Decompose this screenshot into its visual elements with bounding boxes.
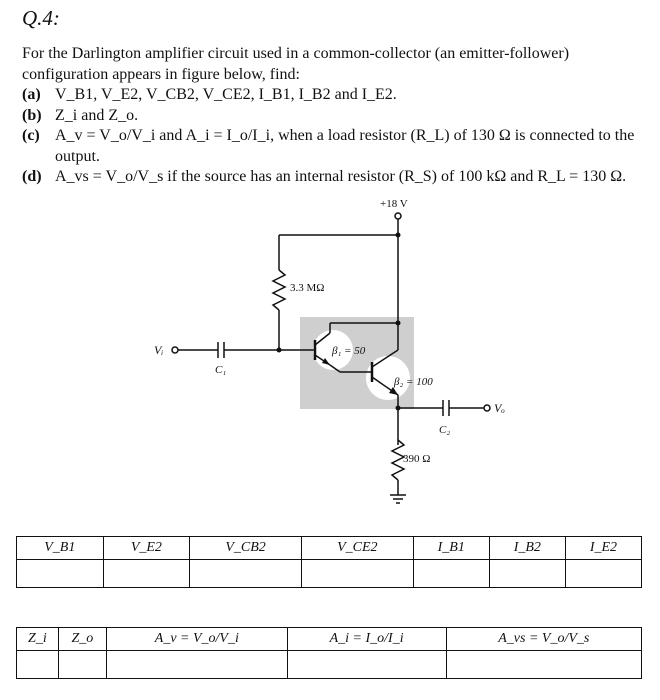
header-vb1: V_B1 [17, 537, 104, 560]
part-a: (a) V_B1, V_E2, V_CB2, V_CE2, I_B1, I_B2 and I_E2. [22, 86, 397, 103]
answer-cell[interactable] [17, 560, 104, 588]
rb-label: 3.3 MΩ [290, 282, 325, 294]
answer-cell[interactable] [107, 651, 287, 679]
header-vcb2: V_CB2 [190, 537, 302, 560]
answer-cell[interactable] [446, 651, 641, 679]
header-ai: A_i = I_o/I_i [287, 628, 446, 651]
c1-label: C₁ [215, 364, 227, 376]
answer-cell[interactable] [565, 560, 641, 588]
question-text [22, 44, 652, 188]
beta2-label: β₂ = 100 [394, 376, 433, 388]
header-avs: A_vs = V_o/V_s [446, 628, 641, 651]
re-label: 390 Ω [403, 453, 431, 465]
supply-label: +18 V [380, 198, 408, 210]
vo-label: Vₒ [494, 401, 505, 415]
header-vce2: V_CE2 [301, 537, 413, 560]
c2-label: C₂ [439, 424, 451, 436]
answer-table-2 [16, 627, 642, 679]
question-title: Q.4: [22, 6, 60, 30]
header-ib2: I_B2 [489, 537, 565, 560]
answer-cell[interactable] [287, 651, 446, 679]
vi-label: Vᵢ [154, 343, 164, 357]
header-ie2: I_E2 [565, 537, 641, 560]
answer-cell[interactable] [17, 651, 59, 679]
darlington-circuit-diagram [0, 195, 660, 525]
header-ib1: I_B1 [413, 537, 489, 560]
header-zi: Z_i [17, 628, 59, 651]
answer-cell[interactable] [103, 560, 190, 588]
intro-line-2: configuration appears in figure below, find: [22, 65, 300, 83]
answer-cell[interactable] [301, 560, 413, 588]
part-b: (b) Z_i and Z_o. [22, 106, 139, 124]
answer-cell[interactable] [489, 560, 565, 588]
rb-resistor [273, 270, 285, 310]
part-d: (d) A_vs = V_o/V_s if the source has an internal resistor (R_S) of 100 kΩ and R_L = 130 Ω. [22, 168, 627, 185]
header-ve2: V_E2 [103, 537, 190, 560]
header-av: A_v = V_o/V_i [107, 628, 287, 651]
header-zo: Z_o [58, 628, 106, 651]
part-c: (c) A_v = V_o/V_i and A_i = I_o/I_i, when a load resistor (R_L) of 130 Ω is connected to the output. [22, 127, 635, 165]
intro-line-1: For the Darlington amplifier circuit used in a common-collector (an emitter-follower) [22, 45, 570, 62]
beta1-label: β₁ = 50 [332, 345, 366, 357]
answer-cell[interactable] [190, 560, 302, 588]
answer-cell[interactable] [413, 560, 489, 588]
answer-cell[interactable] [58, 651, 106, 679]
answer-table-1 [16, 536, 642, 588]
